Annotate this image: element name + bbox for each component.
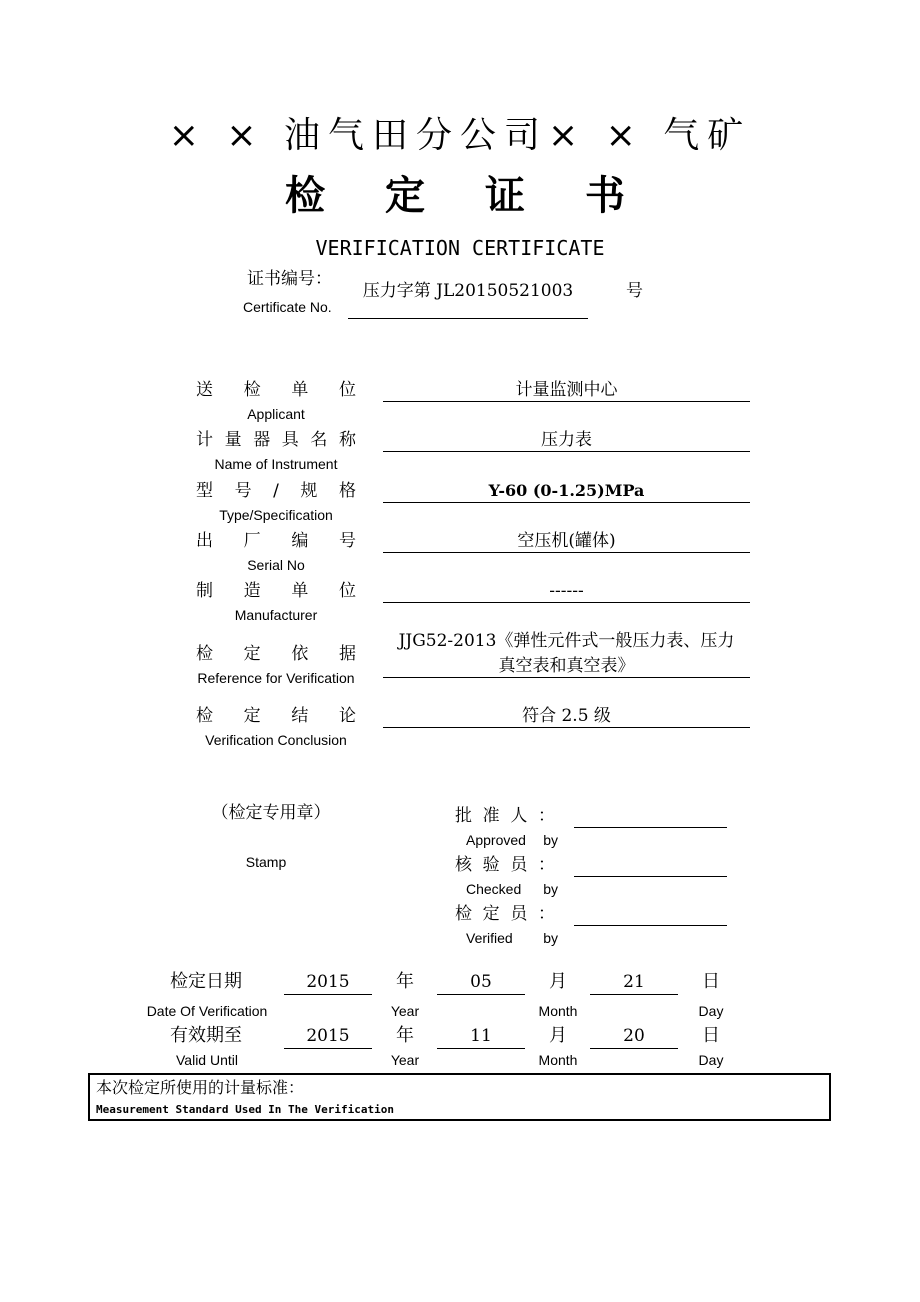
reference-label: 检定依据 — [196, 644, 356, 664]
serial-no-label-en: Serial No — [247, 557, 305, 573]
verification-month-unit: 月 — [549, 971, 567, 992]
verification-year: 2015 — [284, 970, 372, 995]
valid-until-year-unit-en: Year — [390, 1052, 420, 1068]
valid-until-month-unit-en: Month — [538, 1052, 578, 1068]
applicant-value: 计量监测中心 — [383, 379, 750, 402]
manufacturer-value: ------ — [383, 580, 750, 603]
stamp-label-en: Stamp — [245, 854, 287, 870]
cert-no-value: 压力字第 JL20150521003 — [362, 281, 574, 301]
conclusion-label: 检定结论 — [196, 706, 356, 726]
certificate-title-cn: 检定证书 — [285, 173, 685, 219]
standards-label: 本次检定所使用的计量标准： — [96, 1078, 305, 1097]
type-spec-label: 型号/规格 — [196, 481, 356, 501]
valid-until-day-unit-en: Day — [698, 1052, 724, 1068]
verification-year-unit-en: Year — [390, 1003, 420, 1019]
verified-by-label: 检定员： — [455, 904, 555, 924]
type-spec-value: Y-60 (0-1.25)MPa — [383, 480, 750, 503]
instrument-name-label: 计量器具名称 — [196, 430, 356, 450]
measurement-standards-box — [88, 1073, 831, 1121]
reference-value-line1: JJG52-2013《弹性元件式一般压力表、压力 — [398, 631, 735, 651]
approved-by-label-en: Approved by — [466, 832, 558, 848]
instrument-name-label-en: Name of Instrument — [214, 456, 338, 472]
verification-date-label-en: Date Of Verification — [146, 1003, 268, 1019]
reference-value-line2: 真空表和真空表》 — [383, 655, 750, 678]
verification-year-unit: 年 — [396, 971, 414, 992]
standards-label-en: Measurement Standard Used In The Verification — [96, 1103, 395, 1116]
applicant-label-en: Applicant — [247, 406, 305, 422]
verification-month: 05 — [437, 970, 525, 995]
verification-day-unit-en: Day — [698, 1003, 724, 1019]
valid-until-month-unit: 月 — [549, 1025, 567, 1046]
valid-until-month: 11 — [437, 1024, 525, 1049]
stamp-label: （检定专用章） — [211, 803, 331, 823]
valid-until-label: 有效期至 — [170, 1025, 242, 1046]
approved-by-label: 批准人： — [455, 806, 555, 826]
applicant-label: 送检单位 — [196, 380, 356, 400]
manufacturer-label-en: Manufacturer — [234, 607, 318, 623]
reference-label-en: Reference for Verification — [197, 670, 355, 686]
valid-until-year: 2015 — [284, 1024, 372, 1049]
manufacturer-label: 制造单位 — [196, 581, 356, 601]
valid-until-day: 20 — [590, 1024, 678, 1049]
organization-title: × × 油气田分公司× × 气矿 — [168, 115, 752, 156]
verified-by-signature-line — [574, 903, 727, 926]
checked-by-signature-line — [574, 854, 727, 877]
instrument-name-value: 压力表 — [383, 429, 750, 452]
checked-by-label: 核验员： — [455, 855, 555, 875]
valid-until-day-unit: 日 — [702, 1025, 720, 1046]
cert-no-label-en: Certificate No. — [243, 299, 332, 315]
checked-by-label-en: Checked by — [466, 881, 558, 897]
cert-no-suffix: 号 — [626, 281, 643, 301]
approved-by-signature-line — [574, 805, 727, 828]
conclusion-value: 符合 2.5 级 — [383, 705, 750, 728]
cert-no-label-cn: 证书编号： — [247, 269, 332, 289]
verification-day: 21 — [590, 970, 678, 995]
serial-no-value: 空压机(罐体) — [383, 530, 750, 553]
verified-by-label-en: Verified by — [466, 930, 558, 946]
verification-day-unit: 日 — [702, 971, 720, 992]
valid-until-label-en: Valid Until — [176, 1052, 238, 1068]
verification-month-unit-en: Month — [538, 1003, 578, 1019]
valid-until-year-unit: 年 — [396, 1025, 414, 1046]
type-spec-label-en: Type/Specification — [219, 507, 333, 523]
conclusion-label-en: Verification Conclusion — [205, 732, 347, 748]
serial-no-label: 出厂编号 — [196, 531, 356, 551]
verification-date-label: 检定日期 — [170, 971, 242, 992]
certificate-title-en: VERIFICATION CERTIFICATE — [315, 236, 605, 260]
